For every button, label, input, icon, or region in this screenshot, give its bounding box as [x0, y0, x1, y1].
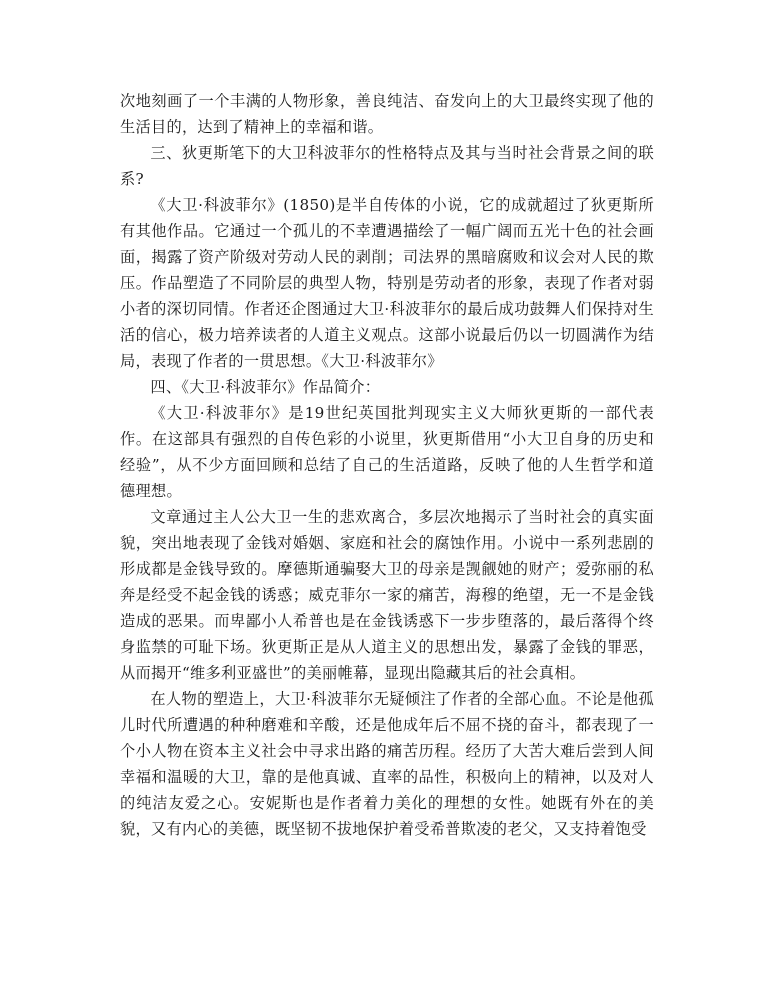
- paragraph-work-overview: 《大卫·科波菲尔》(1850)是半自传体的小说，它的成就超过了狄更斯所有其他作品。它通过一个孤儿的不幸遭遇描绘了一幅广阔而五光十色的社会画面，揭露了资产阶级对劳动人民的剥削；司法界的黑暗腐败和议会对人民的欺压。作品塑造了不同阶层的典型人物，特别是劳动者的形象，表现了作者对弱小者的深切同情。作者还企图通过大卫·科波菲尔的最后成功鼓舞人们保持对生活的信心，极力培养读者的人道主义观点。这部小说最后仍以一切圆满作为结局，表现了作者的一贯思想。《大卫·科波菲尔》: [120, 196, 654, 370]
- paragraph-continuation: 次地刻画了一个丰满的人物形象，善良纯洁、奋发向上的大卫最终实现了他的生活目的，达到了精神上的幸福和谐。: [120, 92, 654, 136]
- paragraph-characters: 在人物的塑造上，大卫·科波菲尔无疑倾注了作者的全部心血。不论是他孤儿时代所遭遇的种种磨难和辛酸，还是他成年后不屈不挠的奋斗，都表现了一个小人物在资本主义社会中寻求出路的痛苦历程。经历了大苦大难后尝到人间幸福和温暖的大卫，靠的是他真诚、直率的品性，积极向上的精神，以及对人的纯洁友爱之心。安妮斯也是作者着力美化的理想的女性。她既有外在的美貌，又有内心的美德，既坚韧不拔地保护着受希普欺凌的老父，又支持着饱受: [120, 690, 654, 838]
- paragraph-work-intro: 《大卫·科波菲尔》是19世纪英国批判现实主义大师狄更斯的一部代表作。在这部具有强烈的自传色彩的小说里，狄更斯借用“小大卫自身的历史和经验”，从不少方面回顾和总结了自己的生活道路，反映了他的人生哲学和道德理想。: [120, 404, 654, 500]
- document-body: [120, 88, 654, 842]
- section-heading-three: 三、狄更斯笔下的大卫科波菲尔的性格特点及其与当时社会背景之间的联系?: [120, 144, 654, 188]
- paragraph-money-theme: 文章通过主人公大卫一生的悲欢离合，多层次地揭示了当时社会的真实面貌，突出地表现了金钱对婚姻、家庭和社会的腐蚀作用。小说中一系列悲剧的形成都是金钱导致的。摩德斯通骗娶大卫的母亲是觊觎她的财产；爱弥丽的私奔是经受不起金钱的诱惑；威克菲尔一家的痛苦，海穆的绝望，无一不是金钱造成的恶果。而卑鄙小人希普也是在金钱诱惑下一步步堕落的，最后落得个终身监禁的可耻下场。狄更斯正是从人道主义的思想出发，暴露了金钱的罪恶，从而揭开“维多利亚盛世”的美丽帷幕，显现出隐藏其后的社会真相。: [120, 508, 654, 682]
- section-heading-four: 四、《大卫·科波菲尔》作品简介：: [150, 378, 381, 396]
